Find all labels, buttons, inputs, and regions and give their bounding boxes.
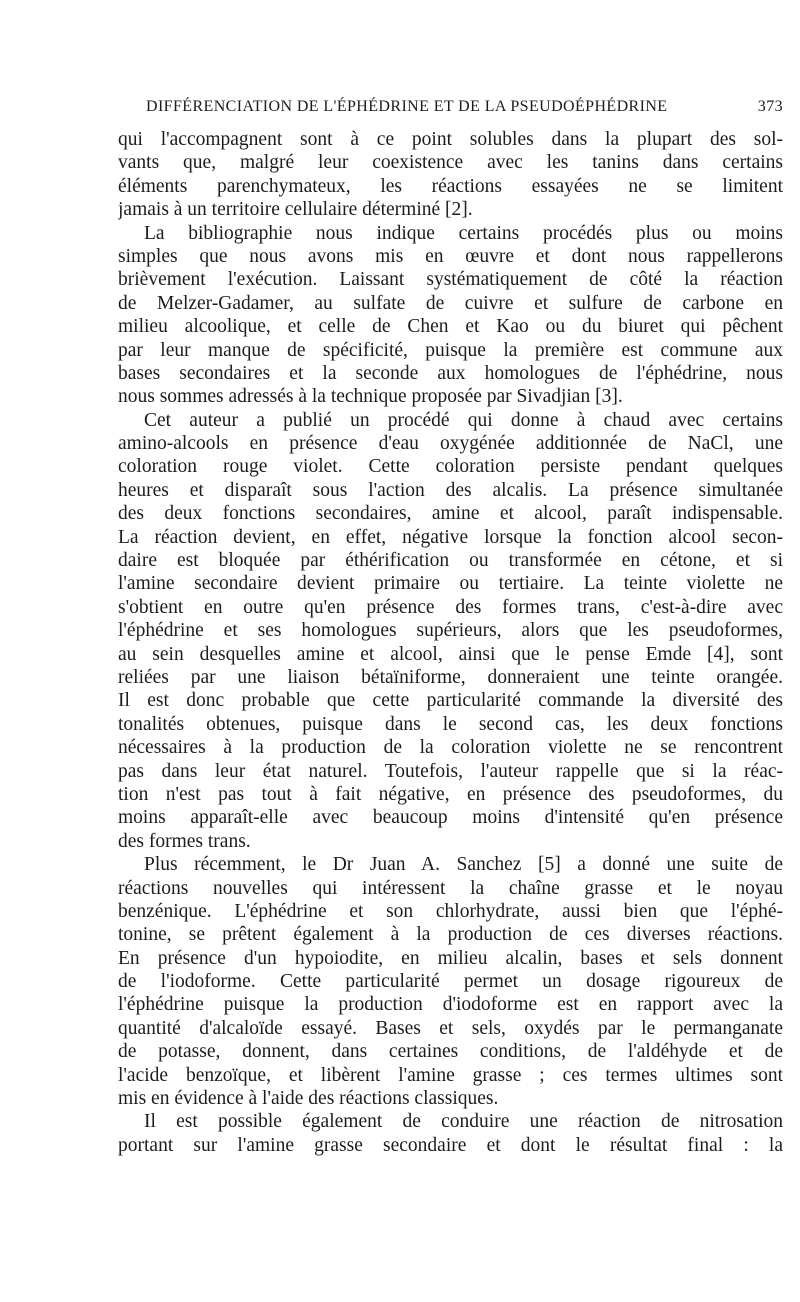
text-line: daire est bloquée par éthérification ou transformée en cétone, et si (118, 550, 783, 572)
text-line: nous sommes adressés à la technique proposée par Sivadjian [3]. (118, 386, 623, 408)
text-line: moins apparaît-elle avec beaucoup moins d'intensité qu'en présence (118, 807, 783, 829)
text-line: au sein desquelles amine et alcool, ainsi que le pense Emde [4], sont (118, 643, 783, 665)
running-title: DIFFÉRENCIATION DE L'ÉPHÉDRINE ET DE LA PSEUDOÉPHÉDRINE (146, 98, 668, 115)
text-line: Cet auteur a publié un procédé qui donne à chaud avec certains (144, 409, 783, 431)
text-line: par leur manque de spécificité, puisque la première est commune aux (118, 339, 783, 361)
text-line: mis en évidence à l'aide des réactions classiques. (118, 1088, 499, 1110)
text-line: éléments parenchymateux, les réactions essayées ne se limitent (118, 175, 783, 197)
page-number: 373 (757, 98, 783, 115)
text-line: qui l'accompagnent sont à ce point solubles dans la plupart des sol- (118, 129, 783, 150)
text-line: tonalités obtenues, puisque dans le second cas, les deux fonctions (118, 713, 783, 735)
text-line: nécessaires à la production de la coloration violette ne se rencontrent (118, 737, 783, 759)
text-line: de l'iodoforme. Cette particularité permet un dosage rigoureux de (118, 971, 783, 993)
text-line: Il est donc probable que cette particularité commande la diversité des (118, 690, 783, 712)
text-line: jamais à un territoire cellulaire déterminé [2]. (118, 199, 473, 221)
text-line: brièvement l'exécution. Laissant systématiquement de côté la réaction (118, 269, 783, 291)
text-line: Il est possible également de conduire une réaction de nitrosation (144, 1111, 783, 1133)
text-line: En présence d'un hypoiodite, en milieu alcalin, bases et sels donnent (118, 947, 783, 969)
running-header (118, 98, 783, 122)
text-line: vants que, malgré leur coexistence avec les tanins dans certains (118, 152, 783, 174)
text-line: s'obtient en outre qu'en présence des formes trans, c'est-à-dire avec (118, 596, 783, 618)
text-line: milieu alcoolique, et celle de Chen et Kao ou du biuret qui pêchent (118, 316, 783, 338)
text-line: portant sur l'amine grasse secondaire et dont le résultat final : la (118, 1134, 783, 1156)
text-line: La réaction devient, en effet, négative lorsque la fonction alcool secon- (118, 526, 783, 548)
text-line: de potasse, donnent, dans certaines conditions, de l'aldéhyde et de (118, 1041, 783, 1063)
text-line: reliées par une liaison bétaïniforme, donneraient une teinte orangée. (118, 666, 783, 688)
text-line: pas dans leur état naturel. Toutefois, l'auteur rappelle que si la réac- (118, 760, 783, 782)
text-line: des formes trans. (118, 830, 251, 852)
text-line: de Melzer-Gadamer, au sulfate de cuivre et sulfure de carbone en (118, 292, 783, 314)
text-line: l'éphédrine et ses homologues supérieurs, alors que les pseudoformes, (118, 620, 783, 642)
text-line: l'amine secondaire devient primaire ou tertiaire. La teinte violette ne (118, 573, 783, 595)
text-line: Plus récemment, le Dr Juan A. Sanchez [5] a donné une suite de (144, 854, 783, 876)
text-line: La bibliographie nous indique certains procédés plus ou moins (144, 222, 783, 244)
body-text (118, 128, 783, 1157)
text-line: tonine, se prêtent également à la production de ces diverses réactions. (118, 924, 783, 946)
text-line: réactions nouvelles qui intéressent la chaîne grasse et le noyau (118, 877, 783, 899)
text-line: benzénique. L'éphédrine et son chlorhydrate, aussi bien que l'éphé- (118, 900, 783, 922)
text-line: bases secondaires et la seconde aux homologues de l'éphédrine, nous (118, 362, 783, 384)
text-line: l'acide benzoïque, et libèrent l'amine grasse ; ces termes ultimes sont (118, 1064, 783, 1086)
text-line: coloration rouge violet. Cette coloration persiste pendant quelques (118, 456, 783, 478)
text-line: simples que nous avons mis en œuvre et dont nous rappellerons (118, 245, 783, 267)
text-line: amino-alcools en présence d'eau oxygénée additionnée de NaCl, une (118, 433, 783, 455)
text-line: heures et disparaît sous l'action des alcalis. La présence simultanée (118, 479, 783, 501)
text-line: l'éphédrine puisque la production d'iodoforme est en rapport avec la (118, 994, 783, 1016)
text-line: quantité d'alcaloïde essayé. Bases et sels, oxydés par le permanganate (118, 1017, 783, 1039)
text-line: tion n'est pas tout à fait négative, en présence des pseudoformes, du (118, 783, 783, 805)
text-line: des deux fonctions secondaires, amine et alcool, paraît indispensable. (118, 503, 783, 525)
